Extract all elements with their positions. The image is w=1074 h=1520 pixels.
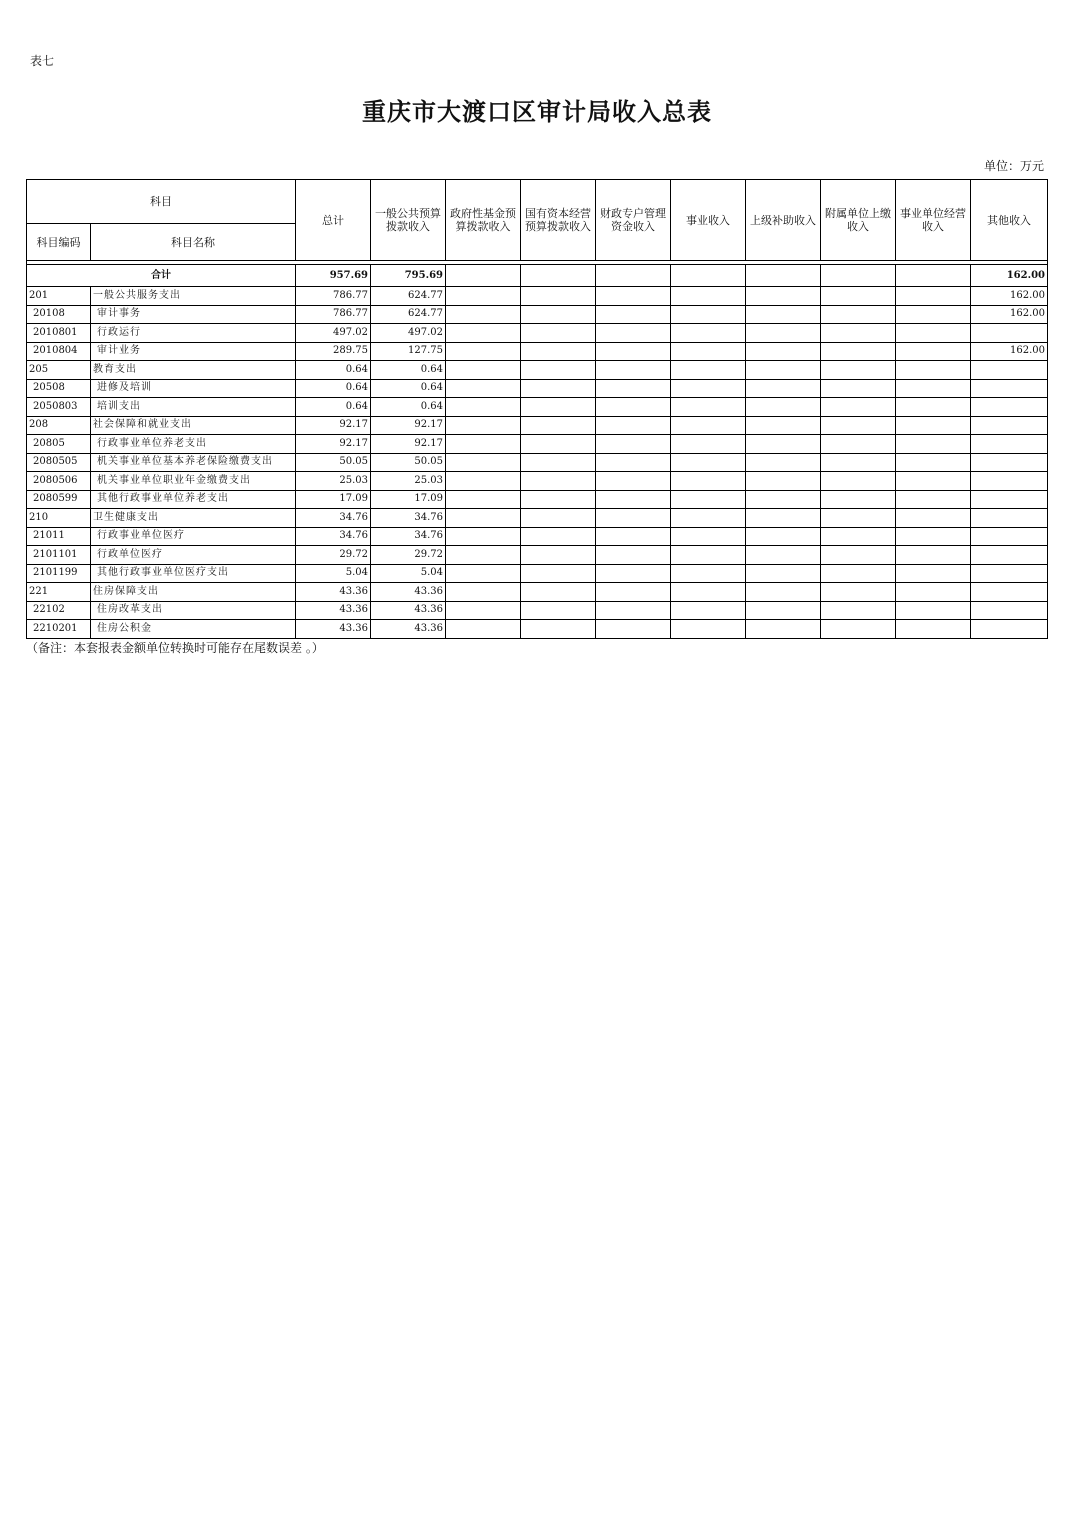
amount-cell: [746, 305, 821, 324]
amount-cell: 92.17: [371, 416, 446, 435]
amount-cell: [821, 601, 896, 620]
amount-cell: 0.64: [296, 361, 371, 380]
total-row: [27, 265, 1048, 287]
amount-cell: 289.75: [296, 342, 371, 361]
subject-code-cell: 21011: [27, 527, 91, 546]
subject-code-cell: 208: [27, 416, 91, 435]
amount-cell: [971, 379, 1048, 398]
subject-code-cell: 2101199: [27, 564, 91, 583]
amount-cell: [671, 342, 746, 361]
total-label: 合计: [27, 265, 296, 287]
amount-cell: [746, 564, 821, 583]
amount-cell: [971, 601, 1048, 620]
amount-cell: [971, 509, 1048, 528]
col-header-operating-income: 事业单位经营收入: [896, 180, 971, 261]
amount-cell: [446, 527, 521, 546]
amount-cell: [746, 287, 821, 306]
amount-cell: [896, 490, 971, 509]
col-header-state-capital: 国有资本经营预算拨款收入: [521, 180, 596, 261]
amount-cell: 92.17: [296, 416, 371, 435]
amount-cell: 50.05: [296, 453, 371, 472]
amount-cell: [896, 509, 971, 528]
amount-cell: [746, 453, 821, 472]
amount-cell: [671, 564, 746, 583]
subject-name-cell: 行政运行: [91, 324, 296, 343]
subject-name-cell: 机关事业单位基本养老保险缴费支出: [91, 453, 296, 472]
subject-name-cell: 一般公共服务支出: [91, 287, 296, 306]
amount-cell: [671, 601, 746, 620]
col-header-superior-subsidy: 上级补助收入: [746, 180, 821, 261]
table-row: [27, 416, 1048, 435]
amount-cell: [671, 472, 746, 491]
amount-cell: [446, 342, 521, 361]
amount-cell: [671, 379, 746, 398]
col-header-special-account: 财政专户管理资金收入: [596, 180, 671, 261]
amount-cell: [446, 583, 521, 602]
table-row: [27, 361, 1048, 380]
amount-cell: [671, 546, 746, 565]
amount-cell: [671, 287, 746, 306]
subject-code-cell: 221: [27, 583, 91, 602]
amount-cell: [971, 546, 1048, 565]
amount-cell: [446, 324, 521, 343]
amount-cell: [821, 527, 896, 546]
amount-cell: 17.09: [371, 490, 446, 509]
subject-header: 科目: [27, 180, 296, 224]
amount-cell: [596, 435, 671, 454]
amount-cell: [821, 398, 896, 417]
table-row: [27, 490, 1048, 509]
amount-cell: [446, 361, 521, 380]
amount-cell: 43.36: [371, 620, 446, 639]
amount-cell: [521, 342, 596, 361]
amount-cell: 5.04: [371, 564, 446, 583]
amount-cell: 497.02: [371, 324, 446, 343]
amount-cell: 17.09: [296, 490, 371, 509]
name-header: 科目名称: [91, 224, 296, 261]
amount-cell: [596, 342, 671, 361]
amount-cell: 43.36: [296, 620, 371, 639]
amount-cell: [671, 453, 746, 472]
amount-cell: [596, 379, 671, 398]
amount-cell: [821, 342, 896, 361]
amount-cell: [821, 472, 896, 491]
amount-cell: [896, 601, 971, 620]
col-header-affiliated-payment: 附属单位上缴收入: [821, 180, 896, 261]
amount-cell: [746, 435, 821, 454]
amount-cell: [821, 305, 896, 324]
amount-cell: [446, 398, 521, 417]
table-row: [27, 324, 1048, 343]
amount-cell: [596, 527, 671, 546]
total-cell: 957.69: [296, 265, 371, 287]
amount-cell: [821, 287, 896, 306]
amount-cell: [896, 305, 971, 324]
amount-cell: [521, 435, 596, 454]
subject-code-cell: 2080599: [27, 490, 91, 509]
amount-cell: 162.00: [971, 342, 1048, 361]
subject-name-cell: 其他行政事业单位养老支出: [91, 490, 296, 509]
total-cell: [446, 265, 521, 287]
amount-cell: [746, 546, 821, 565]
subject-name-cell: 教育支出: [91, 361, 296, 380]
amount-cell: [446, 305, 521, 324]
amount-cell: [821, 509, 896, 528]
amount-cell: [746, 490, 821, 509]
amount-cell: [446, 601, 521, 620]
amount-cell: [896, 620, 971, 639]
amount-cell: [896, 342, 971, 361]
amount-cell: [596, 398, 671, 417]
amount-cell: [596, 305, 671, 324]
subject-code-cell: 2080506: [27, 472, 91, 491]
amount-cell: 0.64: [296, 379, 371, 398]
table-row: [27, 583, 1048, 602]
amount-cell: [896, 435, 971, 454]
amount-cell: [746, 601, 821, 620]
subject-name-cell: 机关事业单位职业年金缴费支出: [91, 472, 296, 491]
amount-cell: [821, 453, 896, 472]
amount-cell: [896, 527, 971, 546]
subject-code-cell: 2210201: [27, 620, 91, 639]
subject-code-cell: 2050803: [27, 398, 91, 417]
total-cell: 162.00: [971, 265, 1048, 287]
amount-cell: [971, 453, 1048, 472]
table-row: [27, 509, 1048, 528]
amount-cell: [521, 287, 596, 306]
amount-cell: [746, 472, 821, 491]
amount-cell: [821, 435, 896, 454]
amount-cell: [596, 287, 671, 306]
amount-cell: [596, 324, 671, 343]
amount-cell: [971, 398, 1048, 417]
subject-code-cell: 20108: [27, 305, 91, 324]
amount-cell: [746, 342, 821, 361]
subject-name-cell: 行政单位医疗: [91, 546, 296, 565]
amount-cell: [821, 324, 896, 343]
amount-cell: [671, 490, 746, 509]
amount-cell: [521, 527, 596, 546]
amount-cell: [521, 601, 596, 620]
subject-name-cell: 审计事务: [91, 305, 296, 324]
amount-cell: [971, 435, 1048, 454]
amount-cell: [596, 620, 671, 639]
subject-code-cell: 20508: [27, 379, 91, 398]
amount-cell: [671, 583, 746, 602]
amount-cell: 624.77: [371, 287, 446, 306]
amount-cell: [896, 361, 971, 380]
amount-cell: [446, 509, 521, 528]
subject-code-cell: 2010804: [27, 342, 91, 361]
amount-cell: [746, 324, 821, 343]
amount-cell: [671, 509, 746, 528]
header-row: [27, 180, 1048, 224]
amount-cell: [971, 361, 1048, 380]
amount-cell: [521, 509, 596, 528]
amount-cell: [896, 416, 971, 435]
subject-code-cell: 20805: [27, 435, 91, 454]
amount-cell: [971, 527, 1048, 546]
amount-cell: [821, 361, 896, 380]
amount-cell: 0.64: [371, 398, 446, 417]
amount-cell: 5.04: [296, 564, 371, 583]
amount-cell: [671, 435, 746, 454]
amount-cell: 25.03: [296, 472, 371, 491]
total-cell: [821, 265, 896, 287]
amount-cell: [521, 546, 596, 565]
amount-cell: [521, 416, 596, 435]
amount-cell: 50.05: [371, 453, 446, 472]
amount-cell: [521, 453, 596, 472]
amount-cell: 624.77: [371, 305, 446, 324]
total-cell: [671, 265, 746, 287]
table-row: [27, 435, 1048, 454]
amount-cell: [596, 453, 671, 472]
amount-cell: [521, 379, 596, 398]
amount-cell: [596, 546, 671, 565]
amount-cell: [521, 361, 596, 380]
subject-name-cell: 卫生健康支出: [91, 509, 296, 528]
amount-cell: [896, 564, 971, 583]
subject-code-cell: 22102: [27, 601, 91, 620]
amount-cell: 0.64: [371, 361, 446, 380]
table-row: [27, 379, 1048, 398]
amount-cell: [971, 416, 1048, 435]
amount-cell: [821, 583, 896, 602]
amount-cell: [446, 416, 521, 435]
amount-cell: [896, 583, 971, 602]
amount-cell: [521, 564, 596, 583]
amount-cell: 43.36: [296, 601, 371, 620]
amount-cell: [671, 361, 746, 380]
subject-code-cell: 2101101: [27, 546, 91, 565]
amount-cell: [821, 546, 896, 565]
table-row: [27, 564, 1048, 583]
amount-cell: 34.76: [296, 527, 371, 546]
amount-cell: [746, 361, 821, 380]
subject-name-cell: 行政事业单位医疗: [91, 527, 296, 546]
amount-cell: [596, 509, 671, 528]
amount-cell: 34.76: [371, 509, 446, 528]
col-header-business-income: 事业收入: [671, 180, 746, 261]
total-cell: [596, 265, 671, 287]
amount-cell: [896, 472, 971, 491]
amount-cell: [521, 324, 596, 343]
amount-cell: 786.77: [296, 287, 371, 306]
subject-name-cell: 培训支出: [91, 398, 296, 417]
subject-code-cell: 205: [27, 361, 91, 380]
page-title: 重庆市大渡口区审计局收入总表: [362, 97, 712, 126]
amount-cell: [971, 472, 1048, 491]
subject-name-cell: 其他行政事业单位医疗支出: [91, 564, 296, 583]
amount-cell: 92.17: [371, 435, 446, 454]
amount-cell: 162.00: [971, 287, 1048, 306]
subject-name-cell: 进修及培训: [91, 379, 296, 398]
table-row: [27, 287, 1048, 306]
amount-cell: [971, 490, 1048, 509]
amount-cell: [596, 564, 671, 583]
amount-cell: [446, 546, 521, 565]
footnote: （备注：本套报表金额单位转换时可能存在尾数误差 。）: [26, 641, 324, 655]
subject-name-cell: 住房公积金: [91, 620, 296, 639]
amount-cell: [821, 564, 896, 583]
amount-cell: [896, 546, 971, 565]
amount-cell: [896, 453, 971, 472]
amount-cell: [896, 287, 971, 306]
subject-name-cell: 社会保障和就业支出: [91, 416, 296, 435]
table-row: [27, 472, 1048, 491]
amount-cell: 34.76: [296, 509, 371, 528]
amount-cell: [596, 361, 671, 380]
table-row: [27, 398, 1048, 417]
amount-cell: [446, 620, 521, 639]
amount-cell: 0.64: [371, 379, 446, 398]
amount-cell: 162.00: [971, 305, 1048, 324]
amount-cell: [821, 416, 896, 435]
amount-cell: [596, 416, 671, 435]
amount-cell: 127.75: [371, 342, 446, 361]
amount-cell: [671, 305, 746, 324]
col-header-total: 总计: [296, 180, 371, 261]
subject-name-cell: 行政事业单位养老支出: [91, 435, 296, 454]
amount-cell: [446, 287, 521, 306]
amount-cell: 29.72: [371, 546, 446, 565]
amount-cell: [821, 490, 896, 509]
col-header-other-income: 其他收入: [971, 180, 1048, 261]
amount-cell: [746, 527, 821, 546]
amount-cell: 25.03: [371, 472, 446, 491]
amount-cell: [521, 620, 596, 639]
document-label: 表七: [30, 54, 55, 68]
subject-name-cell: 住房保障支出: [91, 583, 296, 602]
amount-cell: [821, 620, 896, 639]
amount-cell: 0.64: [296, 398, 371, 417]
amount-cell: [521, 583, 596, 602]
amount-cell: [596, 472, 671, 491]
amount-cell: 43.36: [296, 583, 371, 602]
amount-cell: 497.02: [296, 324, 371, 343]
code-header: 科目编码: [27, 224, 91, 261]
amount-cell: [671, 324, 746, 343]
subject-code-cell: 2010801: [27, 324, 91, 343]
amount-cell: [671, 620, 746, 639]
subject-name-cell: 审计业务: [91, 342, 296, 361]
amount-cell: [746, 620, 821, 639]
subject-code-cell: 2080505: [27, 453, 91, 472]
amount-cell: [746, 509, 821, 528]
amount-cell: [446, 435, 521, 454]
table-row: [27, 453, 1048, 472]
amount-cell: 43.36: [371, 583, 446, 602]
amount-cell: [521, 490, 596, 509]
amount-cell: [671, 416, 746, 435]
total-cell: [896, 265, 971, 287]
amount-cell: [446, 564, 521, 583]
amount-cell: [446, 379, 521, 398]
total-cell: [746, 265, 821, 287]
amount-cell: 43.36: [371, 601, 446, 620]
amount-cell: 29.72: [296, 546, 371, 565]
amount-cell: [971, 583, 1048, 602]
amount-cell: [746, 379, 821, 398]
amount-cell: [971, 620, 1048, 639]
table-row: [27, 620, 1048, 639]
amount-cell: [971, 324, 1048, 343]
amount-cell: [746, 398, 821, 417]
table-row: [27, 527, 1048, 546]
subject-name-cell: 住房改革支出: [91, 601, 296, 620]
amount-cell: [821, 379, 896, 398]
amount-cell: 92.17: [296, 435, 371, 454]
table-row: [27, 546, 1048, 565]
total-cell: 795.69: [371, 265, 446, 287]
unit-label: 单位：万元: [983, 159, 1044, 173]
amount-cell: [521, 305, 596, 324]
amount-cell: [671, 398, 746, 417]
amount-cell: [896, 379, 971, 398]
amount-cell: [746, 583, 821, 602]
subject-code-cell: 210: [27, 509, 91, 528]
col-header-gov-fund: 政府性基金预算拨款收入: [446, 180, 521, 261]
amount-cell: [521, 398, 596, 417]
amount-cell: [446, 453, 521, 472]
table-row: [27, 305, 1048, 324]
amount-cell: [746, 416, 821, 435]
amount-cell: [596, 601, 671, 620]
amount-cell: [521, 472, 596, 491]
table-row: [27, 342, 1048, 361]
amount-cell: 786.77: [296, 305, 371, 324]
subject-code-cell: 201: [27, 287, 91, 306]
col-header-general-budget: 一般公共预算拨款收入: [371, 180, 446, 261]
amount-cell: [896, 398, 971, 417]
amount-cell: [446, 490, 521, 509]
amount-cell: 34.76: [371, 527, 446, 546]
amount-cell: [596, 490, 671, 509]
amount-cell: [596, 583, 671, 602]
table-row: [27, 601, 1048, 620]
amount-cell: [896, 324, 971, 343]
amount-cell: [671, 527, 746, 546]
income-summary-table: [26, 179, 1048, 639]
amount-cell: [971, 564, 1048, 583]
total-cell: [521, 265, 596, 287]
amount-cell: [446, 472, 521, 491]
